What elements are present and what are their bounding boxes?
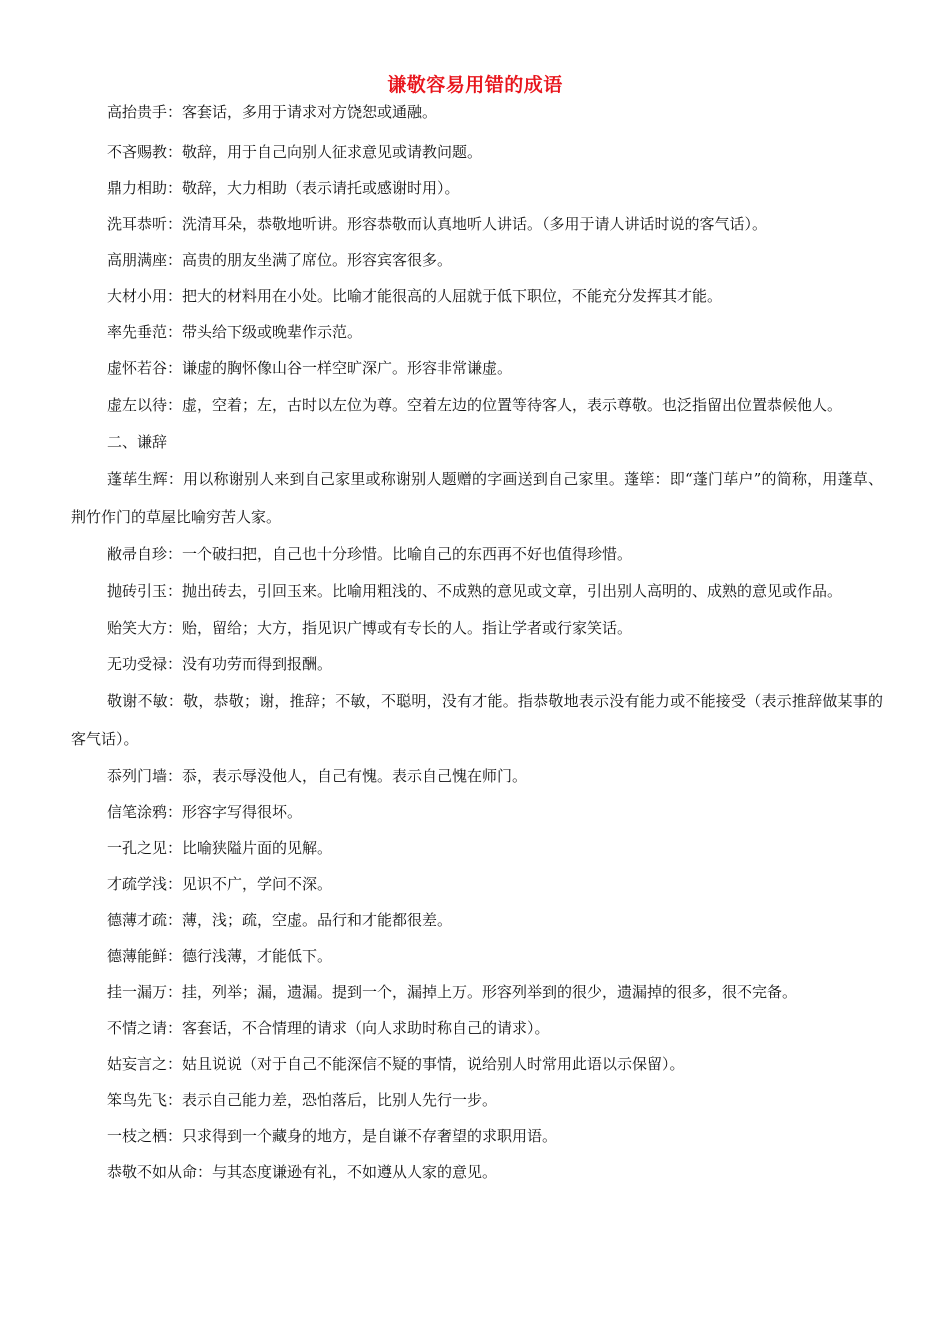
paragraph: 不情之请：客套话，不合情理的请求（向人求助时称自己的请求）。 xyxy=(107,1019,550,1037)
paragraph: 一孔之见：比喻狭隘片面的见解。 xyxy=(107,839,333,857)
paragraph: 敬谢不敏：敬，恭敬；谢，推辞；不敏，不聪明，没有才能。指恭敬地表示没有能力或不能接受（表示推辞做某事的客气话）。 xyxy=(71,692,883,748)
paragraph: 不吝赐教：敬辞，用于自己向别人征求意见或请教问题。 xyxy=(107,143,483,161)
paragraph: 笨鸟先飞：表示自己能力差，恐怕落后，比别人先行一步。 xyxy=(107,1091,498,1109)
paragraph: 率先垂范：带头给下级或晚辈作示范。 xyxy=(107,323,363,341)
document-title: 谦敬容易用错的成语 xyxy=(387,74,563,96)
paragraph: 大材小用：把大的材料用在小处。比喻才能很高的人屈就于低下职位，不能充分发挥其才能。 xyxy=(107,287,723,305)
paragraph: 无功受禄：没有功劳而得到报酬。 xyxy=(107,655,333,673)
paragraph: 姑妄言之：姑且说说（对于自己不能深信不疑的事情，说给别人时常用此语以示保留）。 xyxy=(107,1055,685,1073)
document-body xyxy=(71,98,883,1190)
paragraph: 德薄能鲜：德行浅薄，才能低下。 xyxy=(107,947,333,965)
paragraph: 信笔涂鸦：形容字写得很坏。 xyxy=(107,803,303,821)
paragraph: 一枝之栖：只求得到一个藏身的地方，是自谦不存奢望的求职用语。 xyxy=(107,1127,558,1145)
paragraph: 忝列门墙：忝，表示辱没他人，自己有愧。表示自己愧在师门。 xyxy=(107,767,528,785)
section-heading: 二、谦辞 xyxy=(107,433,168,451)
paragraph: 贻笑大方：贻，留给；大方，指见识广博或有专长的人。指让学者或行家笑话。 xyxy=(107,619,633,637)
paragraph: 才疏学浅：见识不广，学问不深。 xyxy=(107,875,333,893)
paragraph: 蓬荜生辉：用以称谢别人来到自己家里或称谢别人题赠的字画送到自己家里。蓬筚：即“蓬门荜户”的简称，用蓬草、荆竹作门的草屋比喻穷苦人家。 xyxy=(71,470,883,526)
paragraph: 虚左以待：虚，空着；左，古时以左位为尊。空着左边的位置等待客人，表示尊敬。也泛指留出位置恭候他人。 xyxy=(107,396,843,414)
paragraph: 挂一漏万：挂，列举；漏，遗漏。提到一个，漏掉上万。形容列举到的很少，遗漏掉的很多，很不完备。 xyxy=(107,983,798,1001)
paragraph: 敝帚自珍：一个破扫把，自己也十分珍惜。比喻自己的东西再不好也值得珍惜。 xyxy=(107,545,633,563)
paragraph: 高朋满座：高贵的朋友坐满了席位。形容宾客很多。 xyxy=(107,251,453,269)
paragraph: 恭敬不如从命：与其态度谦逊有礼，不如遵从人家的意见。 xyxy=(107,1163,498,1181)
paragraph: 高抬贵手：客套话，多用于请求对方饶恕或通融。 xyxy=(107,103,438,121)
paragraph: 德薄才疏：薄，浅；疏，空虚。品行和才能都很差。 xyxy=(107,911,453,929)
paragraph: 抛砖引玉：抛出砖去，引回玉来。比喻用粗浅的、不成熟的意见或文章，引出别人高明的、成熟的意见或作品。 xyxy=(107,582,843,600)
paragraph: 虚怀若谷：谦虚的胸怀像山谷一样空旷深广。形容非常谦虚。 xyxy=(107,359,513,377)
paragraph: 洗耳恭听：洗清耳朵，恭敬地听讲。形容恭敬而认真地听人讲话。（多用于请人讲话时说的客气话）。 xyxy=(107,215,768,233)
paragraph: 鼎力相助：敬辞，大力相助（表示请托或感谢时用）。 xyxy=(107,179,460,197)
